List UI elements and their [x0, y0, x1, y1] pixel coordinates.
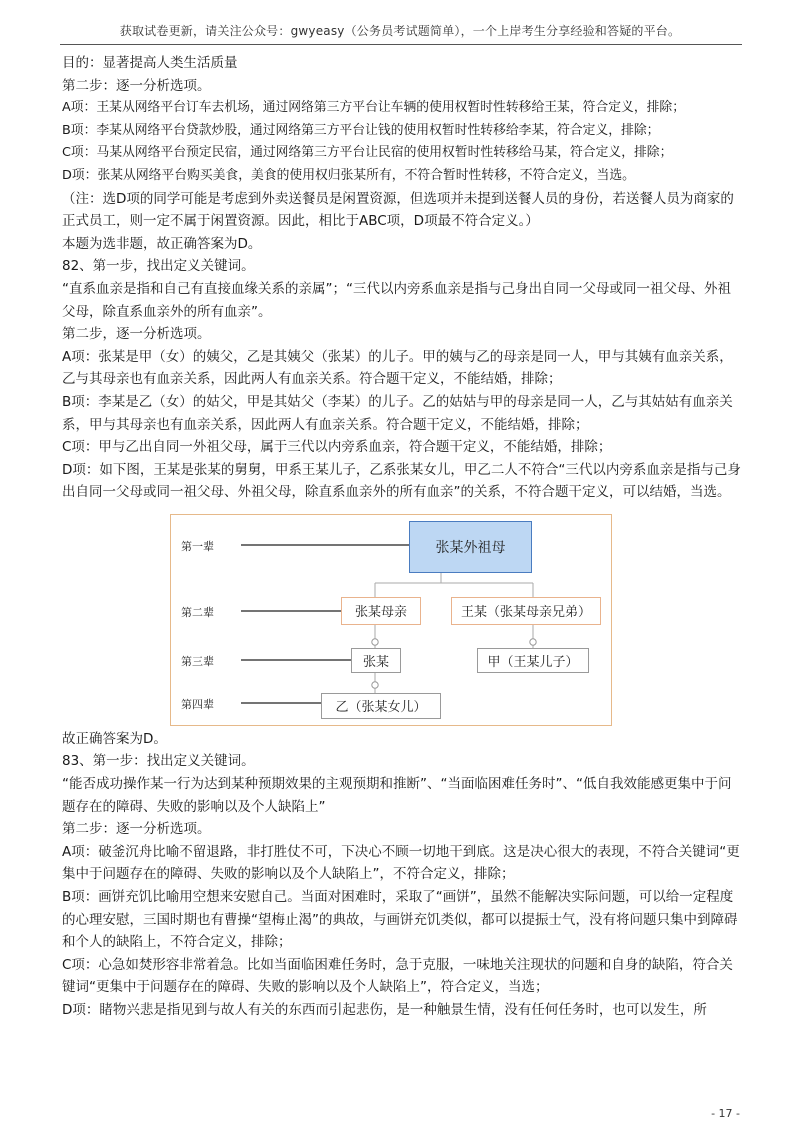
family-tree-diagram	[170, 514, 612, 726]
paragraph: C项：心急如焚形容非常着急。比如当面临困难任务时，急于克服，一味地关注现状的问题和自身的缺陷，符合关键词“更集中于问题存在的障碍、失败的影响以及个人缺陷上”，符合定义，当选；	[62, 956, 733, 996]
paragraph: B项：李某从网络平台贷款炒股，通过网络第三方平台让钱的使用权暂时性转移给李某，符合定义，排除；	[62, 122, 660, 138]
paragraph: “直系血亲是指和自己有直接血缘关系的亲属”；“三代以内旁系血亲是指与己身出自同一父母或同一祖父母、外祖父母，除直系血亲外的所有血亲”。	[62, 280, 731, 320]
header-divider	[60, 44, 742, 45]
paragraph: 82、第一步，找出定义关键词。	[62, 258, 255, 275]
generation-label-1: 第一辈	[181, 539, 214, 553]
generation-label-2: 第二辈	[181, 605, 214, 619]
paragraph: 第二步，逐一分析选项。	[62, 326, 211, 343]
paragraph: D项：张某从网络平台购买美食，美食的使用权归张某所有，不符合暂时性转移，不符合定义，当选。	[62, 167, 635, 183]
paragraph: 第二步：逐一分析选项。	[62, 821, 211, 838]
paragraph: 本题为选非题，故正确答案为D。	[62, 235, 262, 252]
document-body	[62, 52, 742, 1022]
page-header: 获取试卷更新，请关注公众号：gwyeasy（公务员考试题简单），一个上岸考生分享经验和答疑的平台。	[119, 24, 681, 38]
paragraph: 故正确答案为D。	[62, 730, 167, 747]
paragraph: A项：破釜沉舟比喻不留退路，非打胜仗不可，下决心不顾一切地干到底。这是决心很大的表现，不符合关键词“更集中于问题存在的障碍、失败的影响以及个人缺陷上”，不符合定义，排除；	[62, 843, 740, 883]
paragraph: D项：睹物兴悲是指见到与故人有关的东西而引起悲伤，是一种触景生情，没有任何任务时，也可以发生，所	[62, 1002, 707, 1018]
paragraph: B项：画饼充饥比喻用空想来安慰自己。当面对困难时，采取了“画饼”，虽然不能解决实际问题，可以给一定程度的心理安慰，三国时期也有曹操“望梅止渴”的典故，与画饼充饥类似，都可以提振士气，没有将问题只集中到障碍和个人的缺陷上，不符合定义，排除；	[62, 889, 738, 951]
paragraph: C项：甲与乙出自同一外祖父母，属于三代以内旁系血亲，符合题干定义，不能结婚，排除；	[62, 439, 612, 456]
paragraph: 第二步：逐一分析选项。	[62, 77, 211, 94]
paragraph: 83、第一步：找出定义关键词。	[62, 753, 255, 770]
paragraph: C项：马某从网络平台预定民宿，通过网络第三方平台让民宿的使用权暂时性转移给马某，符合定义，排除；	[62, 145, 673, 161]
paragraph: 目的：显著提高人类生活质量	[62, 55, 238, 71]
paragraph: A项：王某从网络平台订车去机场，通过网络第三方平台让车辆的使用权暂时性转移给王某，符合定义，排除；	[62, 100, 686, 116]
paragraph: “能否成功操作某一行为达到某种预期效果的主观预期和推断”、“当面临困难任务时”、“低自我效能感更集中于问题存在的障碍、失败的影响以及个人缺陷上”	[62, 776, 732, 815]
node-uncle: 王某（张某母亲兄弟）	[451, 597, 601, 625]
generation-label-3: 第三辈	[181, 654, 214, 668]
paragraph: D项：如下图，王某是张某的舅舅，甲系王某儿子，乙系张某女儿，甲乙二人不符合“三代以内旁系血亲是指与己身出自同一父母或同一祖父母、外祖父母，除直系血亲外的所有血亲”的关系，不符合题干定义，可以结婚，当选。	[62, 461, 741, 501]
node-mother: 张某母亲	[341, 597, 421, 625]
node-jia: 甲（王某儿子）	[477, 648, 589, 673]
node-zhang: 张某	[351, 648, 401, 673]
paragraph: B项：李某是乙（女）的姑父，甲是其姑父（李某）的儿子。乙的姑姑与甲的母亲是同一人，乙与其姑姑有血亲关系，甲与其母亲也有血亲关系，因此两人有血亲关系。符合题干定义，不能结婚，排除；	[62, 393, 733, 433]
paragraph: A项：张某是甲（女）的姨父，乙是其姨父（张某）的儿子。甲的姨与乙的母亲是同一人，甲与其姨有血亲关系，乙与其母亲也有血亲关系，因此两人有血亲关系。符合题干定义，不能结婚，排除；	[62, 348, 733, 388]
node-yi: 乙（张某女儿）	[321, 693, 441, 719]
paragraph: （注：选D项的同学可能是考虑到外卖送餐员是闲置资源，但选项并未提到送餐人员的身份，若送餐人员为商家的正式员工，则一定不属于闲置资源。因此，相比于ABC项，D项最不符合定义。）	[62, 190, 734, 230]
page-number: - 17 -	[711, 1107, 740, 1120]
node-grandmother: 张某外祖母	[409, 521, 532, 573]
generation-label-4: 第四辈	[181, 697, 214, 711]
